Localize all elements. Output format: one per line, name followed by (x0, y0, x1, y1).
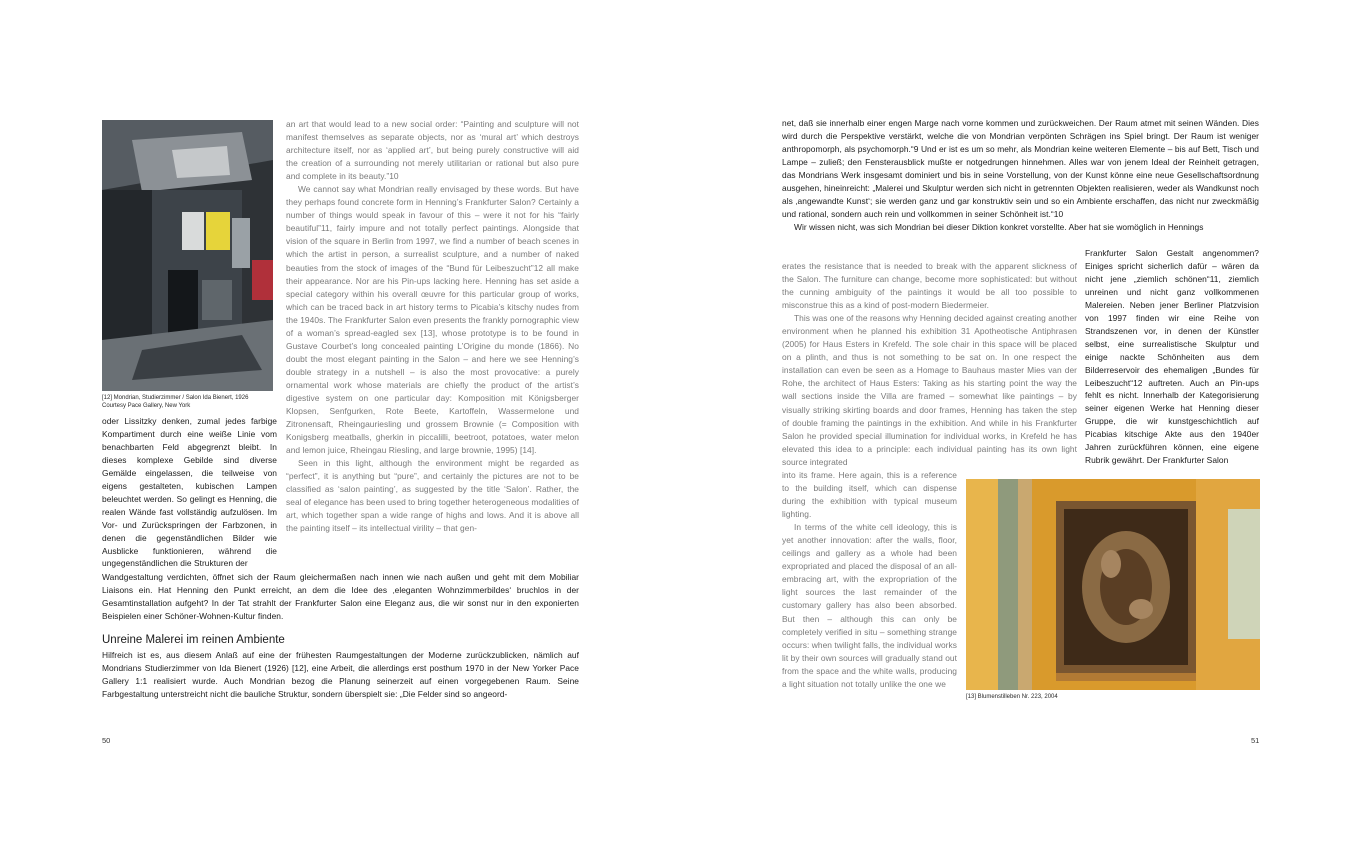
figure-caption-12: [12] Mondrian, Studierzimmer / Salon Ida Bienert, 1926 (102, 395, 249, 401)
installation-image (966, 479, 1260, 690)
figure-credit-12: Courtesy Pace Gallery, New York (102, 403, 191, 409)
english-paragraph: erates the resistance that is needed to break with the apparent slickness of the Salon. The furniture can change, become more sophisticated: but without the cunning ambiguity of the paintings it would be all too possible to misconstrue this as a kind of post-modern Biedermeier. (782, 261, 1077, 311)
english-paragraph: This was one of the reasons why Henning decided against creating another environment when he planned his exhibition 31 Apotheotische Antiphrasen (2005) for Haus Esters in Krefeld. The sole chair in this space will be placed on a plinth, and thus is not something to be sat on. In one respect the installation can even be seen as a Homage to Bauhaus master Mies van der Rohe, the architect of Haus Esters: Taking as his starting point the way the wall sections inside the Villa are framed – somewhat like paintings – by visually striking skirting boards and door frames, Henning has taken the step of double framing the paintings in the exhibition. And while in his Frankfurter Salon he provided special illumination for individual works, in Krefeld he has elevated this idea to a principle: each individual painting has its own light source integrated (782, 313, 1077, 467)
mondrian-room-photo (102, 120, 273, 391)
english-paragraph: In terms of the white cell ideology, this is yet another innovation: after the walls, floor, ceilings and gallery as a whole had been expropriated and placed the disposal of an all-embracing art, with the expropriation of the light sources the last remainder of the customary gallery has also been absorbed. But then – although this can only be completely verified in situ – something strange occurs: when twilight falls, the individual works lit by their own sources will gradually stand out from the space and the white walls, producing a light situation not totally unlike the one we (782, 522, 957, 689)
english-paragraph: an art that would lead to a new social order: “Painting and sculpture will not manifest themselves as separate objects, nor as ‘mural art’ which destroys architecture itself, nor as ‘applied art’, but being purely constructive will aid the creation of a surrounding not merely utilitarian or rational but also pure and complete in its beauty.”10 (286, 119, 579, 182)
mondrian-room-image (102, 120, 273, 391)
german-section-text: Hilfreich ist es, aus diesem Anlaß auf eine der frühesten Raumgestaltungen der Moderne zurückzublicken, nämlich auf Mondrians Studierzimmer von Ida Bienert (1926) [12], eine Arbeit, die allerdings erst posthum 1970 in der New Yorker Pace Gallery 1:1 realisiert wurde. Auch Mondrian bezog die Planung seinerzeit auf einen vorgegebenen Raum. Seine Farbgestaltung unterstreicht nicht die bauliche Struktur, sondern überspielt sie: „Die Felder sind so angeord- (102, 650, 579, 699)
figure-caption-13: [13] Blumenstilleben Nr. 223, 2004 (966, 694, 1058, 700)
page-number-right: 51 (1251, 736, 1260, 745)
german-column-right-top (782, 117, 1259, 234)
german-text-right-column: Frankfurter Salon Gestalt angenommen? Einiges spricht sicherlich dafür – wären da nicht jene „ziemlich schönen“11, ziemlich unreinen und nicht ganz vollkommenen Malereien. Neben jener Berliner Platzvision von 1997 finden wir eine Reihe von Strandszenen vor, in denen der Künstler selbst, eine surrealistische Skulptur und einige nackte Schönheiten aus dem Bilderreservoir des ehemaligen „Bundes für Leibeszucht“12 auftreten. Auch an Pin-ups fehlt es nicht. Innerhalb der Kategorisierung seiner eigenen Werke hat Henning dieser Gruppe, die wir kunstgeschichtlich auf Picabias kitschige Akte aus den 1940er Jahren zurückführen können, eine eigene Rubrik gewährt. Der Frankfurter Salon (1085, 248, 1259, 466)
german-paragraph: Wir wissen nicht, was sich Mondrian bei dieser Diktion konkret vorstellte. Aber hat sie womöglich in Hennings (794, 221, 1204, 232)
german-paragraph: net, daß sie innerhalb einer engen Marge nach vorne kommen und zurückweichen. Der Raum atmet mit seinen Wänden. Dies wird durch die Perspektive verstärkt, welche die von Mondrian verpönten Schrägen ins Spiel bringt. Der Raum ist weniger anthropomorph, als psychomorph.“9 Und er ist es um so mehr, als Mondrian keine weiteren Elemente – bis auf Bett, Tisch und Lampe – zuließ; den Fensterausblick mußte er notgedrungen hinnehmen. Alles war von jenem Ideal der Reinheit getragen, das Mondrians Werk insgesamt dominiert und bis in seine Vorstellung, von der Kunst könne eine neue Gesellschaftsordnung ausgehen, hineinreicht: „Malerei und Skulptur werden sich nicht in getrennten Objekten realisieren, weder als Wandkunst noch als ‚angewandte Kunst‘; sie werden ganz und gar konstruktiv sein und so ein Ambiente erschaffen, das nicht nur zweckmäßig und rational, sondern auch rein und vollkommen in seiner Schönheit ist.“10 (782, 118, 1259, 219)
english-column-right-narrow (782, 469, 957, 691)
german-text-narrow: oder Lissitzky denken, zumal jedes farbige Kompartiment durch eine weiße Linie vom benachbarten Feld abgegrenzt bleibt. In dieses komplexe Gebilde sind diverse Gemälde eingelassen, die teilweise von eigens gestalteten, kubischen Lampen beleuchtet werden. So gelingt es Henning, die realen Wände fast vollständig aufzulösen. Im Vor- und Zurückspringen der Farbzonen, in denen die gegenständlichen Bilder wie Ausblicke funktionieren, während die ungegenständlichen die Strukturen der (102, 416, 277, 569)
english-column-right (782, 260, 1077, 469)
german-text-wide: Wandgestaltung verdichten, öffnet sich der Raum gleichermaßen nach innen wie nach außen und geht mit dem Mobiliar Liaisons ein. Hat Henning den Punkt erreicht, an dem die Idee des ‚eleganten Wohnzimmerbildes‘ bruchlos in der Gesamtinstallation aufgeht? In der Tat strahlt der Frankfurter Salon eine Eleganz aus, die wir sonst nur in den exponierten Beispielen einer Schöner-Wohnen-Kultur finden. (102, 572, 579, 621)
blumenstilleben-installation-photo (966, 479, 1260, 690)
english-paragraph: We cannot say what Mondrian really envisaged by these words. But have they perhaps found concrete form in Henning’s Frankfurter Salon? Certainly a number of things would speak in favour of this – were it not for his “fairly beautiful”11, fairly impure and not totally perfect paintings. Alongside that vision of the square in Berlin from 1997, we find a number of beach scenes in which the artist in person, a surrealist sculpture, and a number of naked beauties from the stock of images of the “Bund für Leibeszucht”12 all make their appearance. Nor are his Pin-ups lacking here. Henning has set aside a special category within his overall œuvre for this particular group of works, which can be traced back in art history terms to Picabia’s kitschy nudes from the 1940s. The Frankfurter Salon even presents the frankly pornographic view of a woman’s spread-eagled sex [13], whose prototype is to be found in Gustave Courbet’s long concealed painting L’Origine du monde (1866). No doubt the most elegant painting in the Salon – and here we see Henning’s double strategy in a nutshell – is also the most provocative: a purely ornamental work whose materials are chiefly the product of the artist’s digestive system on one particular day: Komposition mit Königsberger Klopsen, Senfgurken, Rote Beete, Kartoffeln, Wassermelone und Zitronensaft, Rheingauriesling und grossem Brownie (= Composition with Konigsberg meatballs, gherkin in piccalilli, beetroot, potatoes, water melon and lemon juice, Rheingau Riesling, and large brownie, 1995) [14]. (286, 184, 579, 456)
english-paragraph: into its frame. Here again, this is a reference to the building itself, which can dispense during the exhibition with typical museum lighting. (782, 470, 957, 520)
english-column-left (286, 118, 579, 536)
section-heading: Unreine Malerei im reinen Ambiente (102, 634, 285, 646)
page-number-left: 50 (102, 736, 111, 745)
english-paragraph: Seen in this light, although the environment might be regarded as “perfect”, it is anything but “pure”, and certainly the pictures are not to be classified as ‘salon painting’, as suggested by the title ‘Salon’. Rather, the seal of elegance has been used to bring together heterogeneous modalities of art, which together span a wide range of highs and lows. And it is above all the painting itself – its intellectual virility – that gen- (286, 458, 579, 534)
